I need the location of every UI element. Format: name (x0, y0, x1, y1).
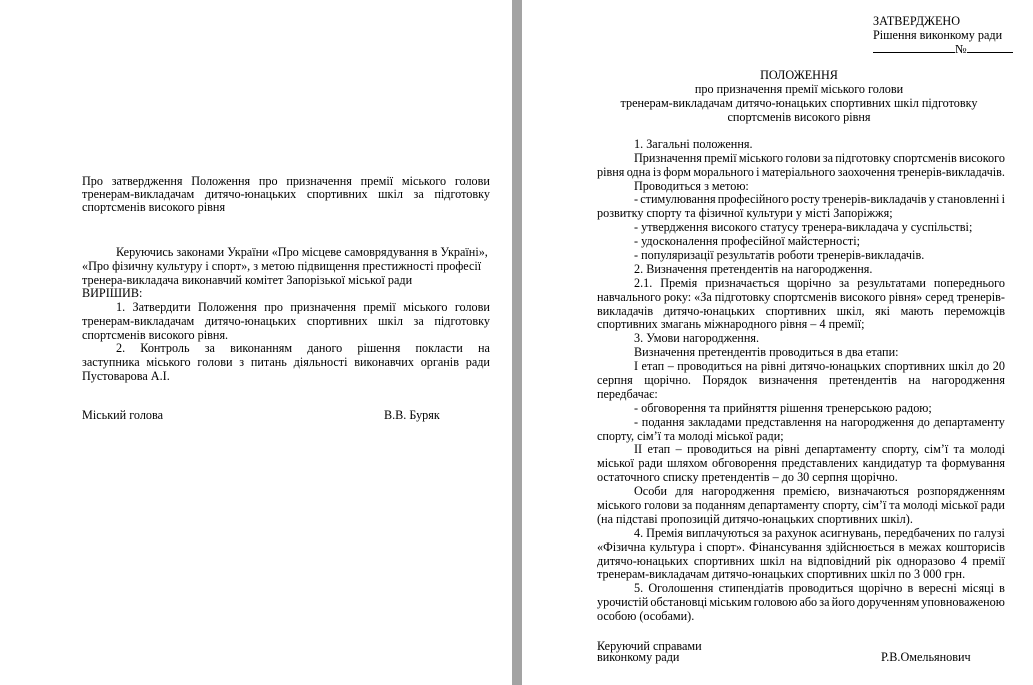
word: премії (363, 300, 396, 314)
body-line: - обговорення та прийняття рішення тренерською радою; (634, 401, 932, 415)
word: призначення (290, 300, 356, 314)
resolved-heading: ВИРІШИВ: (82, 286, 143, 300)
word: заступника (82, 355, 140, 369)
regulation-title: ПОЛОЖЕННЯ (760, 68, 838, 82)
word: тренерів-викладачів (822, 192, 927, 206)
body-line: передбачає: (597, 387, 658, 401)
word: - (634, 192, 639, 206)
word: на (757, 442, 770, 456)
body-line (634, 193, 1005, 206)
word: тренерів- (956, 290, 1005, 304)
word: кошторисів (945, 540, 1005, 554)
number-sign: № (955, 42, 967, 56)
word: межах (908, 540, 942, 554)
word: Призначення (634, 151, 702, 165)
word: міської (597, 456, 634, 470)
word: нагородження (701, 484, 775, 498)
word: на (745, 359, 758, 373)
word: закладами (688, 415, 742, 429)
word: премії (360, 174, 394, 188)
word: призначається (705, 276, 780, 290)
item-line (116, 301, 490, 314)
word: які (875, 304, 891, 318)
word: мають (900, 304, 934, 318)
body-line (597, 291, 1005, 304)
word: дитячо-юнацьких (597, 554, 689, 568)
word: - (634, 415, 639, 429)
word: з (239, 355, 245, 369)
word: Премія (646, 526, 684, 540)
word: шкіл (760, 554, 785, 568)
word: 4. (634, 526, 644, 540)
word: дитячо-юнацьких (663, 304, 756, 318)
signature-title: Керуючий справами (597, 639, 702, 653)
word: Фінансування (749, 540, 822, 554)
word: в (907, 581, 914, 595)
word: спортивних (884, 359, 946, 373)
word: високого (958, 151, 1005, 165)
word: 5. (634, 581, 644, 595)
word: ради (465, 355, 490, 369)
word: Порядок (702, 373, 748, 387)
word: етап (647, 442, 671, 456)
word: 20 (992, 359, 1005, 373)
word: росту (790, 192, 821, 206)
word: вересні (918, 581, 957, 595)
body-line (597, 166, 1005, 179)
preamble-line: тренера-викладача виконавчий комітет Запорізької міської ради (82, 273, 413, 287)
word: виконавчих (354, 355, 414, 369)
word: нагородження (931, 373, 1005, 387)
signature-title: виконкому ради (597, 650, 680, 664)
word: дитячо-юнацьких (789, 359, 881, 373)
word: ради (638, 456, 663, 470)
body-line: розвитку спорту та фізичної культури у місті Запоріжжя; (597, 206, 893, 220)
word: міського (146, 355, 191, 369)
word: проводиться (687, 442, 752, 456)
word: спортсменів (893, 151, 957, 165)
word: даного (307, 341, 343, 355)
body-line: особою (особами). (597, 609, 695, 623)
word: головою (753, 595, 798, 609)
word: одна (626, 165, 651, 179)
word: рівні (760, 359, 787, 373)
subtitle-line: тренерам-викладачам дитячо-юнацьких спортивних шкіл підготовку (620, 96, 978, 110)
word: стимулювання (640, 192, 716, 206)
word: підготовку (434, 187, 490, 201)
item-line (116, 342, 490, 355)
body-line (597, 457, 1005, 470)
body-line: Визначення претендентів проводиться в два етапи: (634, 345, 899, 359)
item-line: Пустоварова А.І. (82, 369, 170, 383)
word: рівня (597, 165, 625, 179)
body-line: - популяризації результатів роботи тренерів-викладачів. (634, 248, 925, 262)
word: урочистій (597, 595, 649, 609)
item-line (82, 356, 490, 369)
word: у (928, 192, 935, 206)
word: спорту, (881, 442, 919, 456)
word: одноразово (896, 554, 956, 568)
body-line: тренерам-викладачам дитячо-юнацьких спортивних шкіл по 3 000 грн. (597, 567, 966, 581)
word: за (822, 151, 833, 165)
word: спортсменів (773, 290, 837, 304)
word: поданням (695, 498, 746, 512)
body-line: (на підставі пропозицій дитячо-юнацьких спортивних шкіл). (597, 512, 913, 526)
document-page-right (522, 0, 1033, 685)
word: за (839, 276, 850, 290)
word: в (999, 581, 1005, 595)
word: культура (649, 540, 695, 554)
word: та (926, 456, 938, 470)
word: становленні (936, 192, 1000, 206)
word: органів (420, 355, 459, 369)
word: відповідний (807, 554, 871, 568)
word: дорученням (857, 595, 920, 609)
body-line (634, 416, 1005, 429)
word: в (898, 540, 905, 554)
item-line (82, 315, 490, 328)
signature-name: Р.В.Омельянович (881, 650, 971, 664)
body-line (634, 277, 1005, 290)
word: по (958, 526, 972, 540)
word: Особи (634, 484, 668, 498)
word: премією, (783, 484, 830, 498)
word: голови (644, 498, 680, 512)
word: серпня (597, 373, 633, 387)
word: Положення (191, 174, 251, 188)
preamble-line: Керуючись законами України «Про місцеве самоврядування в Україні», (116, 245, 488, 259)
word: подання (641, 415, 685, 429)
word: премії (704, 151, 737, 165)
word: рік (875, 554, 892, 568)
approved-number-line (873, 42, 1013, 56)
word: міського (403, 300, 448, 314)
word: щорічно. (644, 373, 691, 387)
word: ІІ (634, 442, 643, 456)
word: і (756, 165, 760, 179)
word: премії (972, 554, 1005, 568)
word: морального (693, 165, 754, 179)
word: його (831, 595, 855, 609)
word: 2. (116, 341, 126, 355)
word: 2.1. (634, 276, 653, 290)
word: попереднього (933, 276, 1005, 290)
word: для (675, 484, 694, 498)
body-line: спорту, сім’ї та молоді міської ради; (597, 429, 784, 443)
word: голови (197, 355, 233, 369)
word: міської (940, 498, 978, 512)
body-line: - удосконалення професійної майстерності; (634, 234, 860, 248)
word: року: (663, 290, 692, 304)
word: – (667, 359, 674, 373)
word: тренерів-викладачів. (897, 165, 1005, 179)
word: передбачених (884, 526, 956, 540)
word: уповноваженою (921, 595, 1005, 609)
title-line: спортсменів високого рівня (82, 200, 226, 214)
approved-decision: Рішення виконкому ради (873, 28, 1003, 42)
word: претендентів (829, 373, 897, 387)
word: професійного (717, 192, 789, 206)
word: 1. (116, 300, 126, 314)
word: щорічно (787, 276, 832, 290)
word: питань (250, 355, 287, 369)
body-line (597, 499, 1005, 512)
word: ради (980, 498, 1005, 512)
body-line (597, 541, 1005, 554)
word: матеріального (761, 165, 836, 179)
body-line: - утвердження високого статусу тренера-викладача у суспільстві; (634, 220, 973, 234)
word: рівні (774, 442, 800, 456)
subtitle-line: спортсменів високого рівня (727, 110, 871, 124)
word: Контроль (140, 341, 190, 355)
word: переможців (943, 304, 1005, 318)
word: сім’ї (924, 442, 949, 456)
word: за (413, 187, 424, 201)
word: покласти (415, 341, 463, 355)
word: форм (663, 165, 692, 179)
word: рахунок (775, 526, 818, 540)
word: місяці (961, 581, 994, 595)
word: про (264, 300, 283, 314)
word: рівня» (888, 290, 923, 304)
subtitle-line: про призначення премії міського голови (694, 82, 904, 96)
word: на (825, 415, 838, 429)
word: про (258, 174, 278, 188)
word: кандидатур (862, 456, 922, 470)
body-line (634, 582, 1005, 595)
word: виплачуються (686, 526, 760, 540)
word: на (790, 554, 803, 568)
word: спортивних (306, 187, 368, 201)
body-line (634, 152, 1005, 165)
word: етап (641, 359, 665, 373)
word: молоді (903, 498, 939, 512)
word: шкіл (378, 314, 403, 328)
body-line: спортивних змагань міжнародного рівня – 4 премії; (597, 317, 865, 331)
word: молоді (969, 442, 1005, 456)
word: І (634, 359, 639, 373)
word: обстановці (650, 595, 708, 609)
word: із (652, 165, 662, 179)
word: затвердження (111, 174, 183, 188)
word: і (1001, 192, 1005, 206)
word: міського (597, 498, 642, 512)
word: за (682, 498, 693, 512)
word: на (477, 341, 490, 355)
word: тренерам-викладачам (82, 187, 195, 201)
word: розпорядженням (917, 484, 1005, 498)
word: стипендіатів (718, 581, 784, 595)
signature-name: В.В. Буряк (384, 408, 440, 422)
word: асигнувань, (820, 526, 882, 540)
word: і (699, 540, 703, 554)
word: міського (738, 151, 784, 165)
word: спортивних (765, 304, 827, 318)
word: міським (709, 595, 752, 609)
word: голови (454, 300, 490, 314)
word: до (976, 359, 990, 373)
word: визначаються (838, 484, 909, 498)
body-line: Проводиться з метою: (634, 179, 749, 193)
word: сім’ї (862, 498, 887, 512)
word: «За (694, 290, 712, 304)
body-line: 1. Загальні положення. (634, 137, 753, 151)
word: обговорення (711, 456, 777, 470)
word: здійснюється (825, 540, 895, 554)
word: Про (82, 174, 103, 188)
word: представлених (781, 456, 859, 470)
word: заохочення (837, 165, 896, 179)
word: дитячо-юнацьких (204, 187, 297, 201)
word: 4 (960, 554, 967, 568)
word: «Фізична (597, 540, 646, 554)
word: Затвердити (132, 300, 191, 314)
word: шляхом (667, 456, 708, 470)
word: підготовку (434, 314, 490, 328)
word: до (917, 415, 930, 429)
word: результатами (857, 276, 926, 290)
word: спортивних (306, 314, 368, 328)
word: шкіл (948, 359, 974, 373)
word: діяльності (293, 355, 348, 369)
word: проводиться (788, 581, 854, 595)
word: високого (839, 290, 886, 304)
word: тренерам-викладачам (82, 314, 195, 328)
word: Премія (660, 276, 698, 290)
word: призначення (286, 174, 352, 188)
word: на (908, 373, 921, 387)
signature-title: Міський голова (82, 408, 164, 422)
word: підготовку (835, 151, 891, 165)
body-line (634, 360, 1005, 373)
body-line (634, 527, 1005, 540)
body-line: остаточного списку претендентів – до 30 серпня щорічно. (597, 470, 898, 484)
word: навчального (597, 290, 661, 304)
word: визначення (758, 373, 818, 387)
word: Оголошення (648, 581, 714, 595)
body-line (597, 596, 1005, 609)
word: нагородження (840, 415, 914, 429)
item-line: спортсменів високого рівня. (82, 328, 229, 342)
word: галузі (974, 526, 1005, 540)
word: за (819, 595, 830, 609)
word: – (675, 442, 682, 456)
body-line (634, 485, 1005, 498)
document-page-left (0, 0, 512, 685)
word: рішення (357, 341, 401, 355)
approved-label: ЗАТВЕРДЖЕНО (873, 14, 960, 28)
word: голови (454, 174, 490, 188)
word: за (204, 341, 215, 355)
word: за (762, 526, 773, 540)
word: підготовку (714, 290, 771, 304)
word: проводиться (677, 359, 743, 373)
word: та (953, 442, 965, 456)
word: щорічно (858, 581, 903, 595)
body-line (597, 374, 1005, 387)
word: шкіл, (836, 304, 865, 318)
word: викладачів (597, 304, 654, 318)
word: Положення (197, 300, 257, 314)
preamble-line: «Про фізичну культуру і спорт», з метою підвищення престижності професії (82, 259, 482, 273)
word: департаменту (748, 498, 820, 512)
word: спорту, (822, 498, 860, 512)
word: спорт». (706, 540, 745, 554)
body-line: 2. Визначення претендентів на нагородження. (634, 262, 873, 276)
word: та (889, 498, 901, 512)
word: або (799, 595, 818, 609)
word: виконанням (230, 341, 293, 355)
word: представлення (745, 415, 822, 429)
word: серед (925, 290, 954, 304)
word: міського (401, 174, 447, 188)
word: спортивних (693, 554, 755, 568)
word: голови (785, 151, 821, 165)
word: дитячо-юнацьких (204, 314, 297, 328)
word: департаменту (933, 415, 1005, 429)
word: за (413, 314, 424, 328)
body-line (634, 443, 1005, 456)
word: формування (941, 456, 1005, 470)
body-line: 3. Умови нагородження. (634, 331, 759, 345)
word: департаменту (805, 442, 877, 456)
word: шкіл (378, 187, 403, 201)
